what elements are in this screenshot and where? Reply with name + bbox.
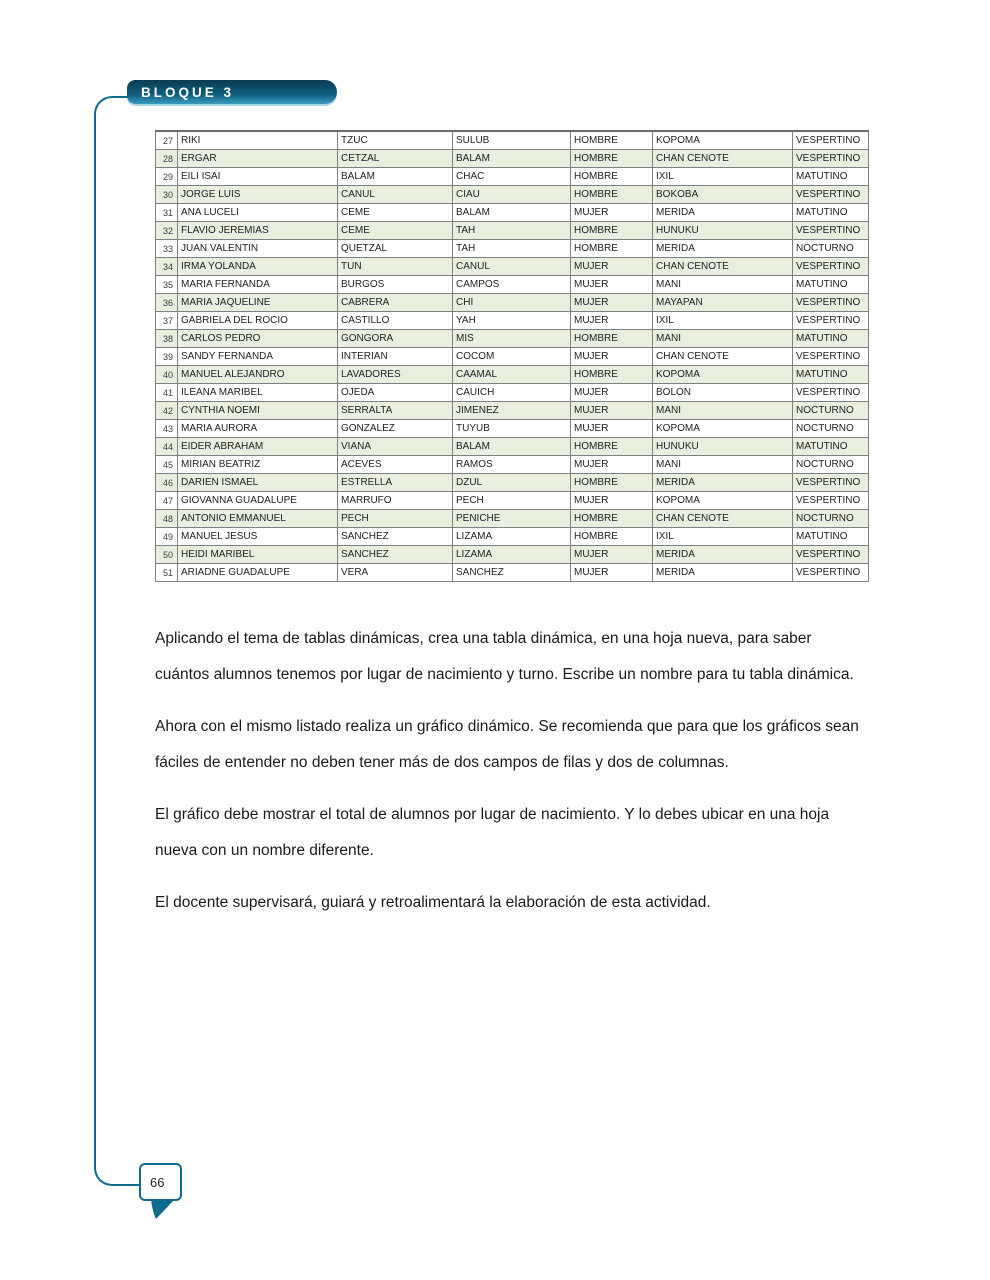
table-cell: MERIDA bbox=[653, 546, 793, 564]
table-row bbox=[156, 564, 869, 582]
table-cell: ACEVES bbox=[338, 456, 453, 474]
row-number-cell: 37 bbox=[156, 312, 178, 330]
table-cell: LAVADORES bbox=[338, 366, 453, 384]
table-cell: CYNTHIA NOEMI bbox=[178, 402, 338, 420]
table-cell: JORGE LUIS bbox=[178, 186, 338, 204]
table-cell: SULUB bbox=[453, 131, 571, 150]
table-cell: MUJER bbox=[571, 492, 653, 510]
bloque-3-label: BLOQUE 3 bbox=[141, 84, 235, 100]
table-cell: DARIEN ISMAEL bbox=[178, 474, 338, 492]
table-cell: HOMBRE bbox=[571, 528, 653, 546]
table-cell: VIANA bbox=[338, 438, 453, 456]
table-row bbox=[156, 456, 869, 474]
table-row bbox=[156, 420, 869, 438]
row-number-cell: 48 bbox=[156, 510, 178, 528]
table-cell: CASTILLO bbox=[338, 312, 453, 330]
row-number-cell: 32 bbox=[156, 222, 178, 240]
row-number-cell: 42 bbox=[156, 402, 178, 420]
table-cell: COCOM bbox=[453, 348, 571, 366]
table-cell: OJEDA bbox=[338, 384, 453, 402]
table-cell: CARLOS PEDRO bbox=[178, 330, 338, 348]
table-cell: VESPERTINO bbox=[793, 294, 869, 312]
table-cell: PECH bbox=[338, 510, 453, 528]
table-cell: ANTONIO EMMANUEL bbox=[178, 510, 338, 528]
table-cell: TAH bbox=[453, 222, 571, 240]
table-cell: SANCHEZ bbox=[453, 564, 571, 582]
table-cell: HOMBRE bbox=[571, 168, 653, 186]
table-cell: MUJER bbox=[571, 420, 653, 438]
table-cell: IRMA YOLANDA bbox=[178, 258, 338, 276]
table-cell: MUJER bbox=[571, 384, 653, 402]
row-number-cell: 41 bbox=[156, 384, 178, 402]
table-cell: IXIL bbox=[653, 312, 793, 330]
table-cell: CEME bbox=[338, 204, 453, 222]
page-number-bubble bbox=[139, 1163, 182, 1201]
table-cell: CHAN CENOTE bbox=[653, 510, 793, 528]
table-row bbox=[156, 510, 869, 528]
table-cell: PECH bbox=[453, 492, 571, 510]
table-cell: BALAM bbox=[453, 150, 571, 168]
students-table bbox=[155, 130, 869, 582]
table-cell: VESPERTINO bbox=[793, 150, 869, 168]
table-cell: SANCHEZ bbox=[338, 528, 453, 546]
table-cell: MERIDA bbox=[653, 474, 793, 492]
table-cell: CIAU bbox=[453, 186, 571, 204]
table-row bbox=[156, 294, 869, 312]
students-table-body bbox=[156, 131, 869, 582]
page-border-curve bbox=[94, 96, 142, 1186]
table-row bbox=[156, 330, 869, 348]
table-cell: MATUTINO bbox=[793, 330, 869, 348]
table-cell: YAH bbox=[453, 312, 571, 330]
table-cell: TAH bbox=[453, 240, 571, 258]
table-cell: VESPERTINO bbox=[793, 312, 869, 330]
table-cell: BALAM bbox=[338, 168, 453, 186]
table-cell: ESTRELLA bbox=[338, 474, 453, 492]
row-number-cell: 39 bbox=[156, 348, 178, 366]
table-cell: MAYAPAN bbox=[653, 294, 793, 312]
table-row bbox=[156, 384, 869, 402]
table-cell: MIS bbox=[453, 330, 571, 348]
table-cell: CHAC bbox=[453, 168, 571, 186]
table-row bbox=[156, 222, 869, 240]
table-cell: LIZAMA bbox=[453, 546, 571, 564]
table-cell: MUJER bbox=[571, 348, 653, 366]
table-row bbox=[156, 150, 869, 168]
row-number-cell: 35 bbox=[156, 276, 178, 294]
table-cell: ANA LUCELI bbox=[178, 204, 338, 222]
table-cell: CHAN CENOTE bbox=[653, 348, 793, 366]
table-cell: MERIDA bbox=[653, 204, 793, 222]
table-cell: HOMBRE bbox=[571, 131, 653, 150]
table-cell: NOCTURNO bbox=[793, 456, 869, 474]
table-cell: MATUTINO bbox=[793, 438, 869, 456]
table-cell: VESPERTINO bbox=[793, 546, 869, 564]
row-number-cell: 38 bbox=[156, 330, 178, 348]
table-cell: HOMBRE bbox=[571, 510, 653, 528]
table-cell: RIKI bbox=[178, 131, 338, 150]
table-cell: MANI bbox=[653, 330, 793, 348]
table-cell: MUJER bbox=[571, 564, 653, 582]
paragraph-teacher-feedback: El docente supervisará, guiará y retroalimentará la elaboración de esta actividad. bbox=[155, 894, 711, 911]
table-cell: VESPERTINO bbox=[793, 222, 869, 240]
table-row bbox=[156, 240, 869, 258]
table-cell: EILI ISAI bbox=[178, 168, 338, 186]
table-cell: ILEANA MARIBEL bbox=[178, 384, 338, 402]
table-row bbox=[156, 186, 869, 204]
table-cell: ERGAR bbox=[178, 150, 338, 168]
table-cell: VESPERTINO bbox=[793, 131, 869, 150]
table-row bbox=[156, 366, 869, 384]
bloque-3-tab bbox=[127, 80, 337, 104]
table-cell: CAUICH bbox=[453, 384, 571, 402]
table-cell: MARIA JAQUELINE bbox=[178, 294, 338, 312]
row-number-cell: 49 bbox=[156, 528, 178, 546]
table-cell: MATUTINO bbox=[793, 204, 869, 222]
table-row bbox=[156, 546, 869, 564]
row-number-cell: 40 bbox=[156, 366, 178, 384]
table-cell: VESPERTINO bbox=[793, 258, 869, 276]
table-cell: MUJER bbox=[571, 312, 653, 330]
table-cell: NOCTURNO bbox=[793, 510, 869, 528]
table-cell: MARIA AURORA bbox=[178, 420, 338, 438]
table-cell: CANUL bbox=[453, 258, 571, 276]
table-cell: VESPERTINO bbox=[793, 492, 869, 510]
table-row bbox=[156, 474, 869, 492]
table-cell: MUJER bbox=[571, 294, 653, 312]
table-cell: KOPOMA bbox=[653, 492, 793, 510]
table-cell: MANUEL JESUS bbox=[178, 528, 338, 546]
table-row bbox=[156, 204, 869, 222]
table-cell: HEIDI MARIBEL bbox=[178, 546, 338, 564]
table-row bbox=[156, 168, 869, 186]
table-row bbox=[156, 348, 869, 366]
row-number-cell: 45 bbox=[156, 456, 178, 474]
table-cell: TZUC bbox=[338, 131, 453, 150]
row-number-cell: 36 bbox=[156, 294, 178, 312]
table-row bbox=[156, 312, 869, 330]
table-cell: MATUTINO bbox=[793, 528, 869, 546]
table-cell: MUJER bbox=[571, 258, 653, 276]
table-cell: MERIDA bbox=[653, 240, 793, 258]
table-cell: MUJER bbox=[571, 402, 653, 420]
table-cell: MATUTINO bbox=[793, 276, 869, 294]
row-number-cell: 50 bbox=[156, 546, 178, 564]
row-number-cell: 34 bbox=[156, 258, 178, 276]
table-cell: MERIDA bbox=[653, 564, 793, 582]
table-cell: CAMPOS bbox=[453, 276, 571, 294]
table-cell: GIOVANNA GUADALUPE bbox=[178, 492, 338, 510]
table-cell: KOPOMA bbox=[653, 131, 793, 150]
table-cell: HOMBRE bbox=[571, 186, 653, 204]
table-cell: MANUEL ALEJANDRO bbox=[178, 366, 338, 384]
table-cell: JUAN VALENTIN bbox=[178, 240, 338, 258]
row-number-cell: 47 bbox=[156, 492, 178, 510]
paragraph-chart-location: El gráfico debe mostrar el total de alumnos por lugar de nacimiento. Y lo debes ubicar en una hoja nueva con un nombre diferente. bbox=[155, 806, 830, 859]
table-cell: CABRERA bbox=[338, 294, 453, 312]
table-cell: HUNUKU bbox=[653, 222, 793, 240]
table-cell: IXIL bbox=[653, 528, 793, 546]
table-cell: HOMBRE bbox=[571, 438, 653, 456]
table-cell: KOPOMA bbox=[653, 366, 793, 384]
table-row bbox=[156, 276, 869, 294]
table-row bbox=[156, 528, 869, 546]
table-cell: ARIADNE GUADALUPE bbox=[178, 564, 338, 582]
table-row bbox=[156, 258, 869, 276]
table-cell: BALAM bbox=[453, 438, 571, 456]
row-number-cell: 51 bbox=[156, 564, 178, 582]
table-cell: CETZAL bbox=[338, 150, 453, 168]
row-number-cell: 28 bbox=[156, 150, 178, 168]
table-cell: PENICHE bbox=[453, 510, 571, 528]
row-number-cell: 30 bbox=[156, 186, 178, 204]
table-row bbox=[156, 438, 869, 456]
table-cell: RAMOS bbox=[453, 456, 571, 474]
table-cell: MUJER bbox=[571, 546, 653, 564]
paragraph-pivot-chart: Ahora con el mismo listado realiza un gráfico dinámico. Se recomienda que para que los gráficos sean fáciles de entender no deben tener más de dos campos de filas y dos de columnas. bbox=[155, 718, 859, 771]
table-cell: NOCTURNO bbox=[793, 402, 869, 420]
table-cell: SANCHEZ bbox=[338, 546, 453, 564]
table-cell: BOKOBA bbox=[653, 186, 793, 204]
table-row bbox=[156, 492, 869, 510]
table-cell: HOMBRE bbox=[571, 366, 653, 384]
table-cell: FLAVIO JEREMIAS bbox=[178, 222, 338, 240]
table-cell: BALAM bbox=[453, 204, 571, 222]
table-cell: CAAMAL bbox=[453, 366, 571, 384]
table-cell: LIZAMA bbox=[453, 528, 571, 546]
table-cell: CHAN CENOTE bbox=[653, 258, 793, 276]
table-cell: QUETZAL bbox=[338, 240, 453, 258]
table-cell: TUN bbox=[338, 258, 453, 276]
row-number-cell: 46 bbox=[156, 474, 178, 492]
table-cell: MARRUFO bbox=[338, 492, 453, 510]
table-cell: VERA bbox=[338, 564, 453, 582]
table-cell: BURGOS bbox=[338, 276, 453, 294]
table-cell: CHAN CENOTE bbox=[653, 150, 793, 168]
table-cell: GONGORA bbox=[338, 330, 453, 348]
table-cell: VESPERTINO bbox=[793, 384, 869, 402]
table-cell: MIRIAN BEATRIZ bbox=[178, 456, 338, 474]
row-number-cell: 43 bbox=[156, 420, 178, 438]
table-cell: KOPOMA bbox=[653, 420, 793, 438]
table-cell: MUJER bbox=[571, 456, 653, 474]
table-cell: CEME bbox=[338, 222, 453, 240]
table-cell: HUNUKU bbox=[653, 438, 793, 456]
row-number-cell: 44 bbox=[156, 438, 178, 456]
row-number-cell: 33 bbox=[156, 240, 178, 258]
table-cell: MANI bbox=[653, 276, 793, 294]
table-cell: IXIL bbox=[653, 168, 793, 186]
speech-bubble-tail-icon bbox=[149, 1199, 177, 1221]
table-cell: GONZALEZ bbox=[338, 420, 453, 438]
table-cell: HOMBRE bbox=[571, 330, 653, 348]
table-cell: DZUL bbox=[453, 474, 571, 492]
table-cell: HOMBRE bbox=[571, 240, 653, 258]
table-cell: VESPERTINO bbox=[793, 474, 869, 492]
table-cell: CANUL bbox=[338, 186, 453, 204]
table-cell: CHI bbox=[453, 294, 571, 312]
table-cell: INTERIAN bbox=[338, 348, 453, 366]
table-cell: BOLON bbox=[653, 384, 793, 402]
table-cell: MUJER bbox=[571, 276, 653, 294]
table-cell: VESPERTINO bbox=[793, 348, 869, 366]
table-cell: VESPERTINO bbox=[793, 186, 869, 204]
row-number-cell: 27 bbox=[156, 131, 178, 150]
table-cell: MUJER bbox=[571, 204, 653, 222]
table-cell: TUYUB bbox=[453, 420, 571, 438]
paragraph-pivot-table: Aplicando el tema de tablas dinámicas, crea una tabla dinámica, en una hoja nueva, para saber cuántos alumnos tenemos por lugar de nacimiento y turno. Escribe un nombre para tu tabla dinámica. bbox=[155, 630, 854, 683]
table-cell: MATUTINO bbox=[793, 168, 869, 186]
table-cell: JIMENEZ bbox=[453, 402, 571, 420]
table-cell: MANI bbox=[653, 456, 793, 474]
table-cell: NOCTURNO bbox=[793, 240, 869, 258]
table-cell: MATUTINO bbox=[793, 366, 869, 384]
table-cell: GABRIELA DEL ROCIO bbox=[178, 312, 338, 330]
table-cell: NOCTURNO bbox=[793, 420, 869, 438]
table-cell: HOMBRE bbox=[571, 222, 653, 240]
table-cell: EIDER ABRAHAM bbox=[178, 438, 338, 456]
table-cell: HOMBRE bbox=[571, 474, 653, 492]
table-cell: MARIA FERNANDA bbox=[178, 276, 338, 294]
table-row bbox=[156, 402, 869, 420]
row-number-cell: 31 bbox=[156, 204, 178, 222]
instructions-text bbox=[155, 621, 869, 937]
table-cell: VESPERTINO bbox=[793, 564, 869, 582]
row-number-cell: 29 bbox=[156, 168, 178, 186]
table-cell: SANDY FERNANDA bbox=[178, 348, 338, 366]
table-cell: SERRALTA bbox=[338, 402, 453, 420]
table-cell: HOMBRE bbox=[571, 150, 653, 168]
table-row bbox=[156, 131, 869, 150]
table-cell: MANI bbox=[653, 402, 793, 420]
page-number: 66 bbox=[150, 1174, 165, 1190]
